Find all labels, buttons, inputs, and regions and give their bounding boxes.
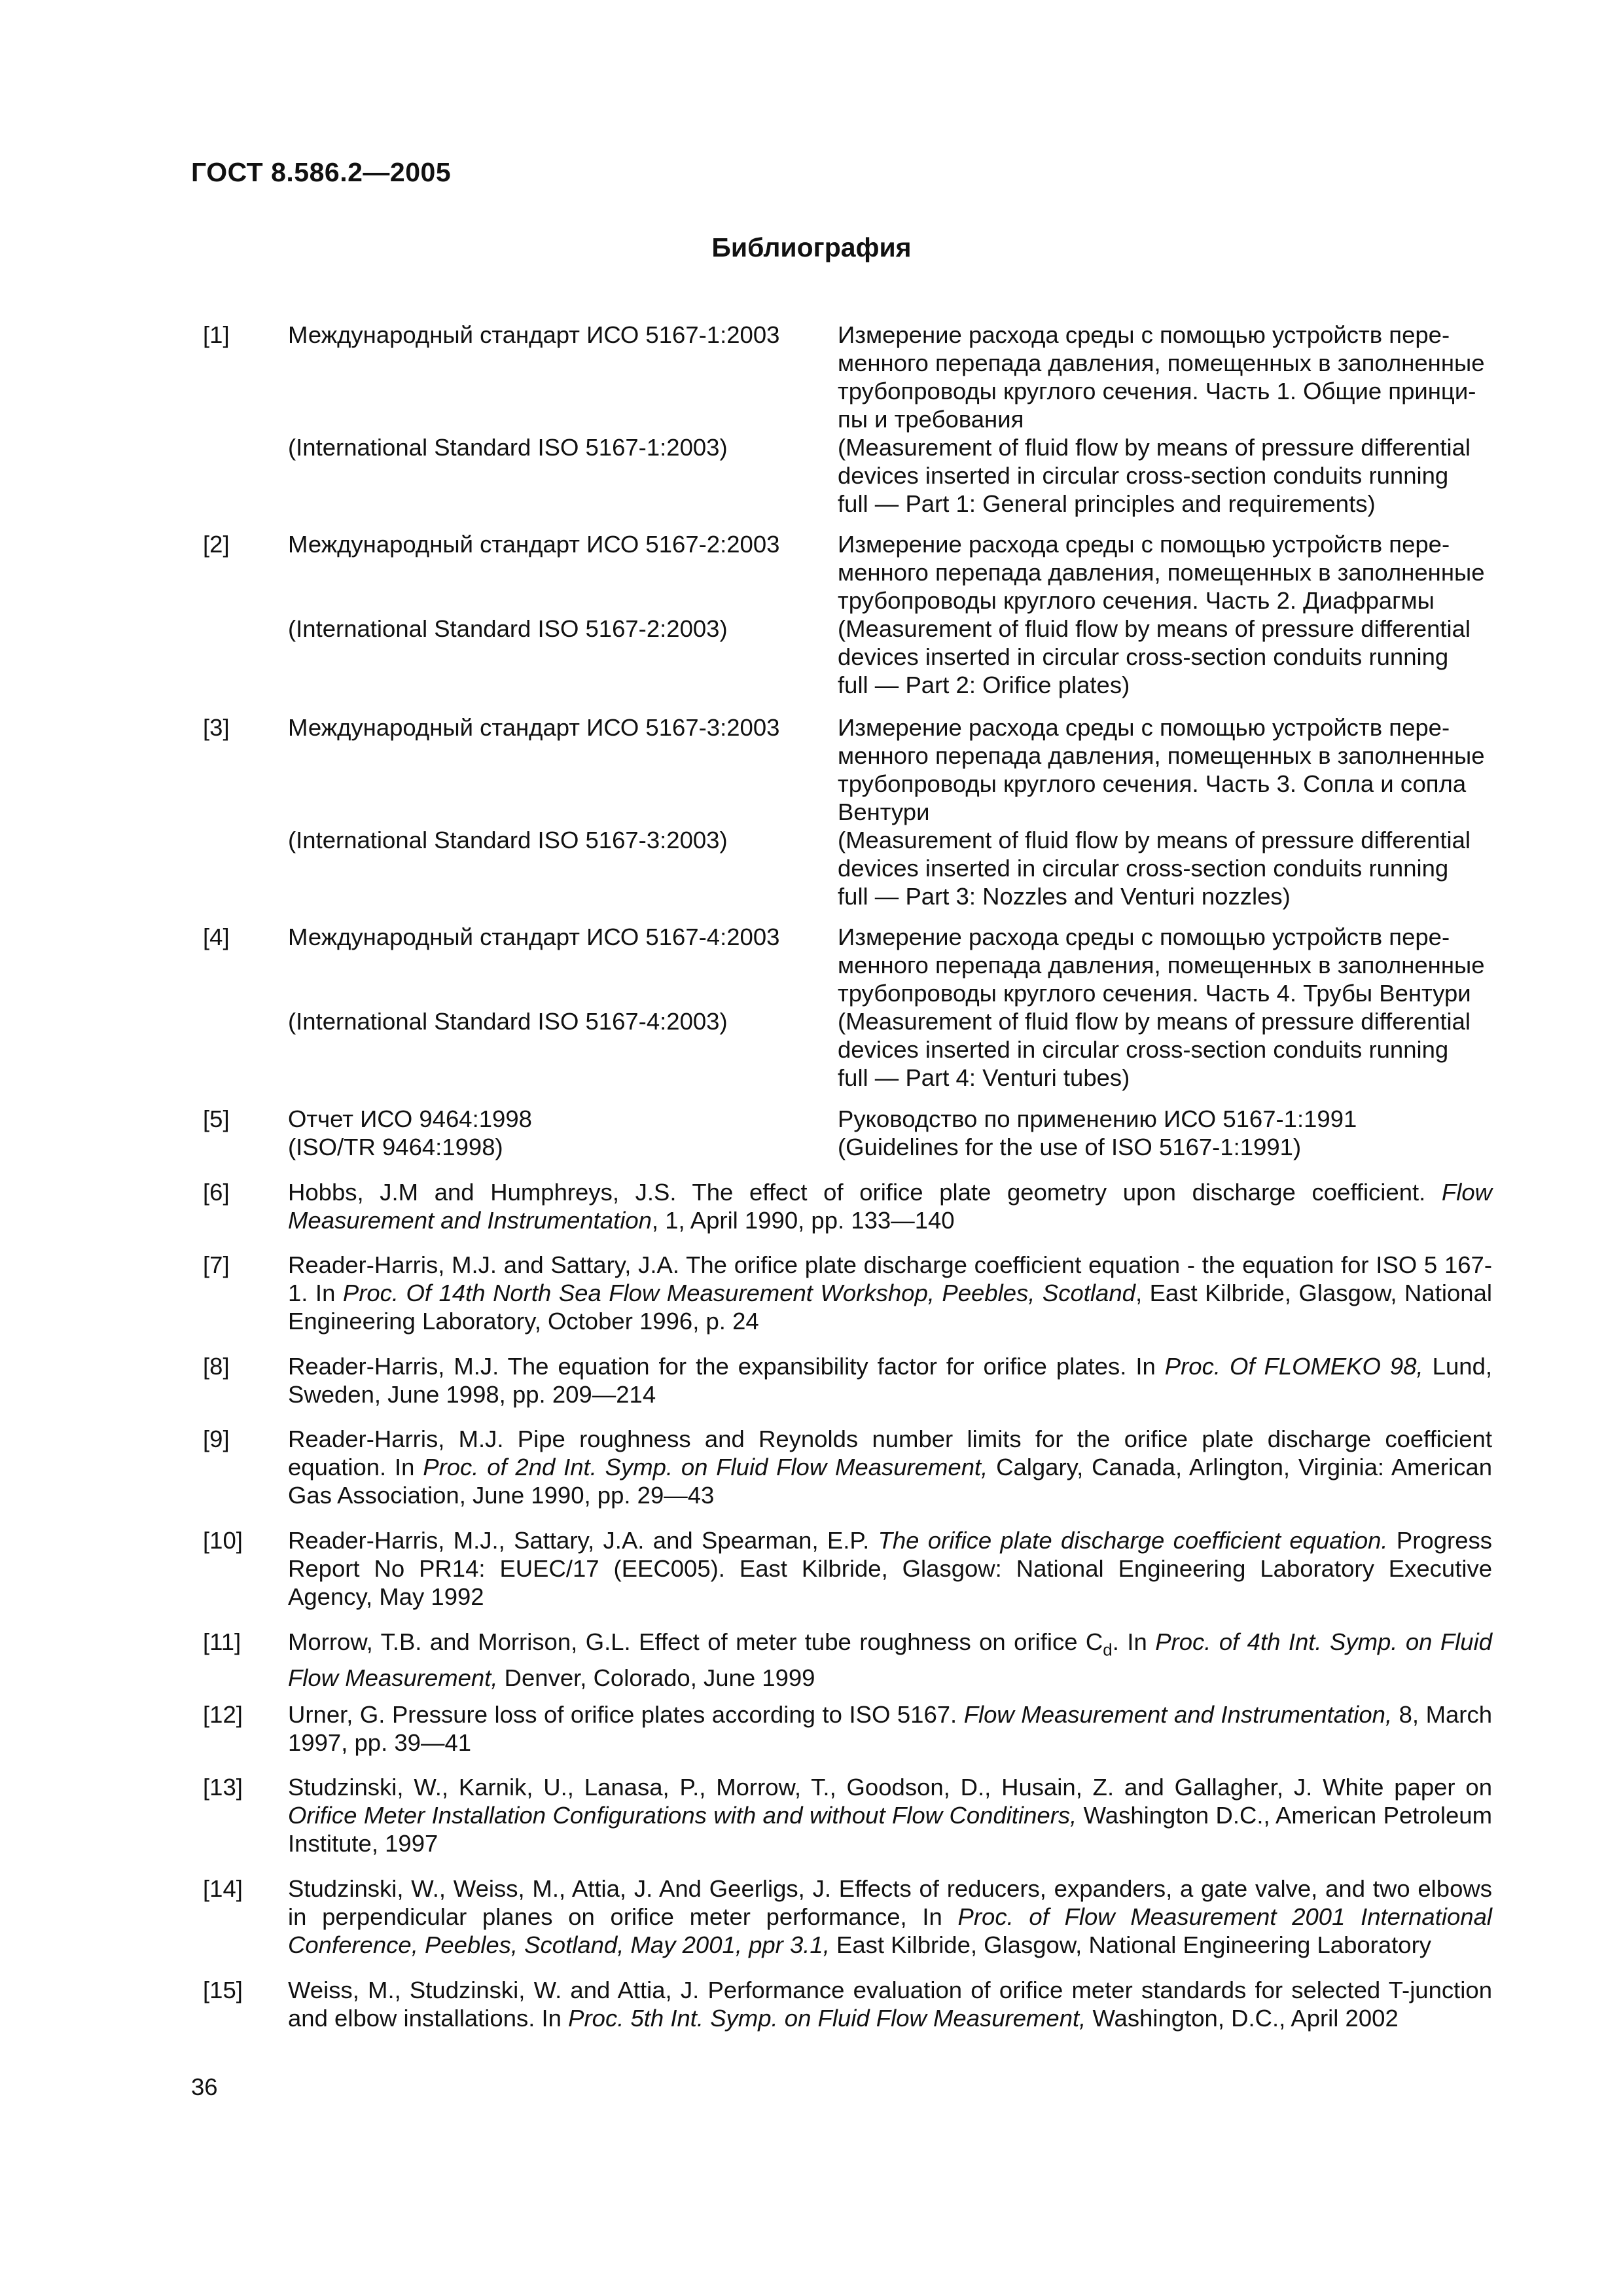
reference-text [288, 1526, 1492, 1611]
desc-line: full — Part 2: Orifice plates) [838, 672, 1130, 698]
desc-line: devices inserted in circular cross-section conduits running [838, 643, 1449, 670]
desc-line: Измерение расхода среды с помощью устройств пере- [838, 531, 1450, 558]
reference-segment: Denver, Colorado, June 1999 [497, 1664, 815, 1692]
reference-segment: Studzinski, W., Weiss, M., Attia, J. And Geerligs, J. Effects of reducers, expanders, a gate valve, and two elbows in perpendicular planes on orifice meter performance, In [288, 1875, 1492, 1930]
reference-segment: Reader-Harris, M.J. Pipe roughness and Reynolds number limits for the orifice plate discharge coefficient equation. In [288, 1426, 1492, 1480]
entry-number: [1] [203, 321, 230, 348]
entry-number: [13] [203, 1774, 243, 1801]
desc-line: (Measurement of fluid flow by means of pressure differential [838, 615, 1471, 642]
entry-source [288, 923, 805, 1035]
desc-line: devices inserted in circular cross-section conduits running [838, 855, 1449, 882]
desc-line: пы и требования [838, 406, 1024, 433]
bibliography-title: Библиография [711, 232, 912, 262]
reference-segment: Weiss, M., Studzinski, W. and Attia, J. Performance evaluation of orifice meter standards for selected T-junction and elbow installations. In [288, 1977, 1492, 2032]
reference-title-italic: Proc. of 2nd Int. Symp. on Fluid Flow Measurement, [423, 1454, 988, 1480]
reference-segment: Calgary, Canada, Arlington, Virginia: American Gas Association, June 1990, pp. 29—43 [288, 1454, 1493, 1509]
reference-segment: , East Kilbride, Glasgow, National Engineering Laboratory, October 1996, p. 24 [288, 1280, 1492, 1335]
source-ru: Международный стандарт ИСО 5167-4:2003 [288, 924, 780, 950]
source-en: (International Standard ISO 5167-4:2003) [288, 1008, 728, 1035]
entry-description [838, 923, 1492, 1092]
reference-text [288, 1773, 1492, 1857]
reference-text [288, 1178, 1492, 1234]
source-en: (International Standard ISO 5167-1:2003) [288, 434, 728, 461]
source-ru: Отчет ИСО 9464:1998 [288, 1105, 532, 1132]
desc-line: full — Part 3: Nozzles and Venturi nozzles) [838, 883, 1291, 910]
entry-description [838, 1105, 1492, 1161]
reference-segment: Urner, G. Pressure loss of orifice plates according to ISO 5167. [288, 1701, 964, 1728]
reference-text [288, 1251, 1492, 1335]
reference-segment: Morrow, T.B. and Morrison, G.L. Effect of meter tube roughness on orifice C [288, 1628, 1103, 1655]
source-ru: Международный стандарт ИСО 5167-1:2003 [288, 321, 780, 348]
source-en: (ISO/TR 9464:1998) [288, 1134, 503, 1160]
desc-line: Измерение расхода среды с помощью устройств пере- [838, 321, 1450, 348]
reference-segment: Progress Report No PR14: EUEC/17 (EEC005). East Kilbride, Glasgow: National Engineering Laboratory Executive Agency, May 1992 [288, 1527, 1492, 1610]
reference-segment: Reader-Harris, M.J. The equation for the expansibility factor for orifice plates. In [288, 1353, 1165, 1380]
entry-number: [4] [203, 924, 230, 950]
reference-segment: , 1, April 1990, pp. 133—140 [651, 1207, 955, 1234]
document-code-header: ГОСТ 8.586.2—2005 [191, 157, 452, 187]
entry-number: [6] [203, 1179, 230, 1206]
entry-description [838, 321, 1492, 518]
desc-line: (Measurement of fluid flow by means of pressure differential [838, 827, 1471, 853]
reference-segment: East Kilbride, Glasgow, National Engineering Laboratory [829, 1931, 1431, 1958]
entry-number: [11] [203, 1628, 241, 1655]
reference-text [288, 1976, 1492, 2032]
reference-text [288, 1874, 1492, 1959]
reference-segment: Lund, Sweden, June 1998, pp. 209—214 [288, 1353, 1493, 1408]
desc-line: Вентури [838, 798, 930, 825]
desc-line: трубопроводы круглого сечения. Часть 2. Диафрагмы [838, 587, 1435, 614]
desc-line: (Measurement of fluid flow by means of pressure differential [838, 434, 1471, 461]
reference-title-italic: Proc. of 4th Int. Symp. on Fluid Flow Measurement, [288, 1628, 1492, 1692]
reference-text [288, 1628, 1492, 1692]
reference-text [288, 1425, 1492, 1509]
entry-number: [12] [203, 1701, 243, 1728]
entry-number: [14] [203, 1875, 243, 1902]
entry-number: [9] [203, 1426, 230, 1452]
reference-segment: Reader-Harris, M.J. and Sattary, J.A. The orifice plate discharge coefficient equation - the equation for ISO 5 167-1. In [288, 1251, 1492, 1306]
source-en: (International Standard ISO 5167-3:2003) [288, 827, 728, 853]
subscript: d [1103, 1640, 1113, 1660]
page-number: 36 [191, 2073, 218, 2100]
source-en: (International Standard ISO 5167-2:2003) [288, 615, 728, 642]
reference-segment: . In [1112, 1628, 1156, 1655]
desc-line: devices inserted in circular cross-section conduits running [838, 1036, 1449, 1063]
entry-source [288, 713, 805, 854]
reference-segment: Washington, D.C., April 2002 [1086, 2005, 1399, 2032]
entry-number: [3] [203, 714, 230, 741]
entry-number: [5] [203, 1105, 230, 1132]
desc-ru: Руководство по применению ИСО 5167-1:1991 [838, 1105, 1357, 1132]
entry-description [838, 530, 1492, 699]
reference-title-italic: Proc. of Flow Measurement 2001 International Conference, Peebles, Scotland, May 2001, ppr 3.1, [288, 1903, 1492, 1958]
reference-title-italic: Flow Measurement and Instrumentation, [963, 1701, 1393, 1728]
desc-line: (Measurement of fluid flow by means of pressure differential [838, 1008, 1471, 1035]
desc-line: менного перепада давления, помещенных в заполненные [838, 350, 1485, 376]
entry-number: [2] [203, 531, 230, 558]
desc-line: трубопроводы круглого сечения. Часть 4. Трубы Вентури [838, 980, 1471, 1007]
reference-segment: Studzinski, W., Karnik, U., Lanasa, P., Morrow, T., Goodson, D., Husain, Z. and Gallagher, J. White paper on [288, 1774, 1492, 1801]
reference-title-italic: Flow Measurement and Instrumentation [288, 1179, 1492, 1234]
desc-line: devices inserted in circular cross-section conduits running [838, 462, 1449, 489]
entry-source [288, 321, 805, 461]
desc-line: full — Part 1: General principles and requirements) [838, 490, 1376, 517]
desc-line: Измерение расхода среды с помощью устройств пере- [838, 924, 1450, 950]
entry-number: [8] [203, 1353, 230, 1380]
desc-line: менного перепада давления, помещенных в заполненные [838, 952, 1485, 978]
desc-line: трубопроводы круглого сечения. Часть 1. Общие принци- [838, 378, 1476, 404]
reference-title-italic: The orifice plate discharge coefficient equation. [878, 1527, 1388, 1554]
entry-number: [15] [203, 1977, 243, 2003]
desc-line: Измерение расхода среды с помощью устройств пере- [838, 714, 1450, 741]
desc-line: менного перепада давления, помещенных в заполненные [838, 742, 1485, 769]
entry-source [288, 530, 805, 643]
desc-en: (Guidelines for the use of ISO 5167-1:1991) [838, 1134, 1302, 1160]
reference-title-italic: Orifice Meter Installation Configurations with and without Flow Conditiners, [288, 1802, 1077, 1829]
entry-source [288, 1105, 805, 1161]
reference-segment: Washington D.C., American Petroleum Institute, 1997 [288, 1802, 1492, 1857]
reference-title-italic: Proc. Of FLOMEKO 98, [1164, 1353, 1423, 1380]
source-ru: Международный стандарт ИСО 5167-2:2003 [288, 531, 780, 558]
entry-number: [10] [203, 1527, 243, 1554]
entry-description [838, 713, 1492, 910]
desc-line: трубопроводы круглого сечения. Часть 3. Сопла и сопла [838, 770, 1467, 797]
reference-title-italic: Proc. 5th Int. Symp. on Fluid Flow Measurement, [568, 2005, 1086, 2032]
reference-text [288, 1700, 1492, 1757]
source-ru: Международный стандарт ИСО 5167-3:2003 [288, 714, 780, 741]
reference-title-italic: Proc. Of 14th North Sea Flow Measurement Workshop, Peebles, Scotland [342, 1280, 1135, 1306]
reference-segment: 8, March 1997, pp. 39—41 [288, 1701, 1492, 1756]
reference-text [288, 1352, 1492, 1408]
entry-number: [7] [203, 1251, 230, 1278]
desc-line: full — Part 4: Venturi tubes) [838, 1064, 1130, 1091]
reference-segment: Hobbs, J.M and Humphreys, J.S. The effect of orifice plate geometry upon discharge coefficient. [288, 1179, 1442, 1206]
desc-line: менного перепада давления, помещенных в заполненные [838, 559, 1485, 586]
reference-segment: Reader-Harris, M.J., Sattary, J.A. and Spearman, E.P. [288, 1527, 878, 1554]
